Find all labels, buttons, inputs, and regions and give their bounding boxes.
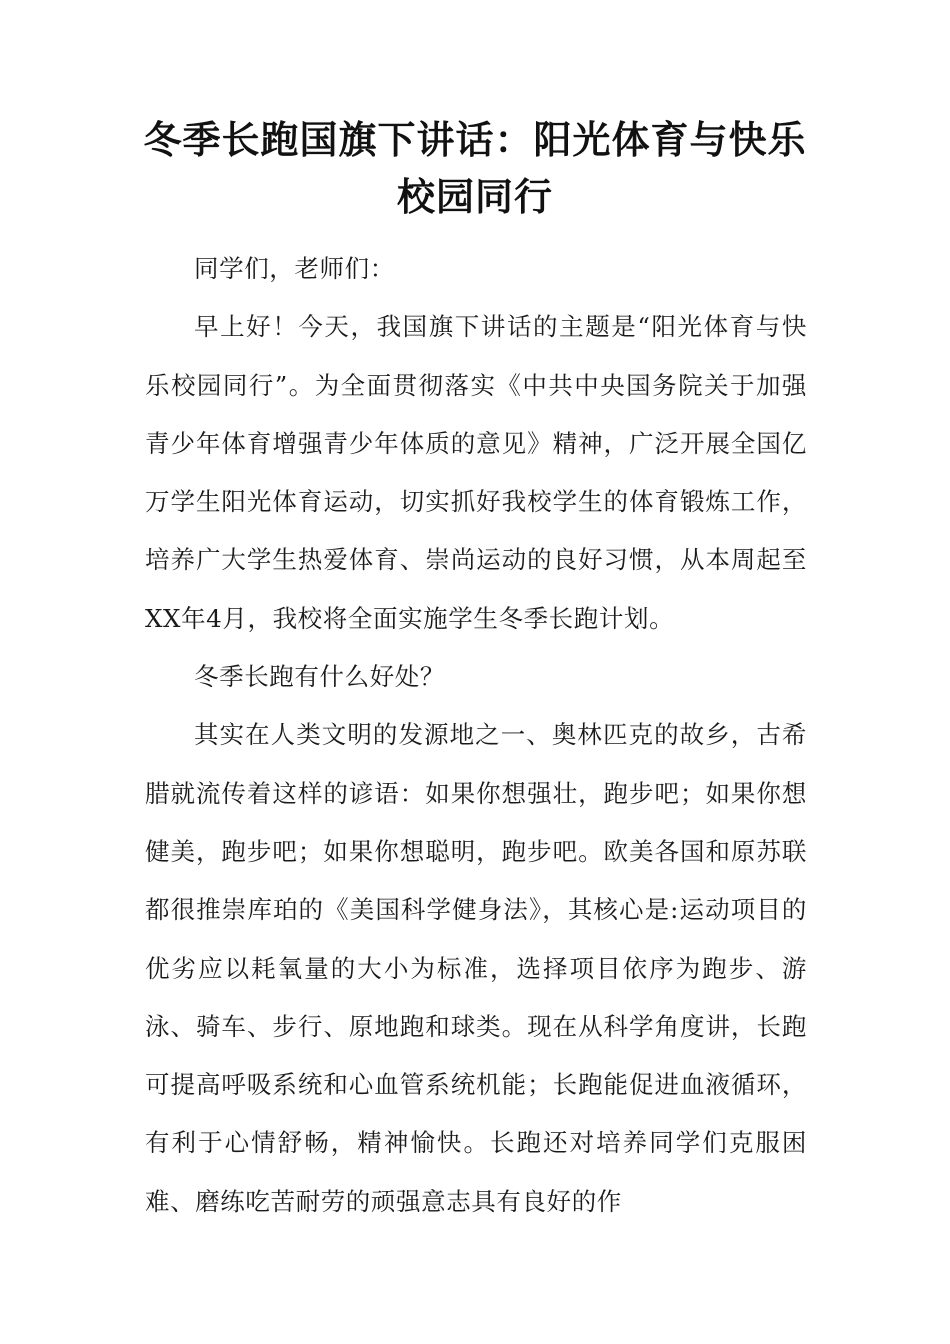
paragraph-question: 冬季长跑有什么好处？ [194,662,445,692]
paragraph-opening: 早上好！今天，我国旗下讲话的主题是“阳光体育与快乐校园同行”。为全面贯彻落实《中共中央国务院关于加强青少年体育增强青少年体质的意见》精神，广泛开展全国亿万学生阳光体育运动，切实抓好我校学生的体育锻炼工作，培养广大学生热爱体育、崇尚运动的良好习惯，从本周起至XX年4月，我校将全面实施学生冬季长跑计划。 [145,312,807,633]
paragraph-benefits: 其实在人类文明的发源地之一、奥林匹克的故乡，古希腊就流传着这样的谚语：如果你想强壮，跑步吧；如果你想健美，跑步吧；如果你想聪明，跑步吧。欧美各国和原苏联都很推崇库珀的《美国科学健身法》，其核心是:运动项目的优劣应以耗氧量的大小为标准，选择项目依序为跑步、游泳、骑车、步行、原地跑和球类。现在从科学角度讲，长跑可提高呼吸系统和心血管系统机能；长跑能促进血液循环，有利于心情舒畅，精神愉快。长跑还对培养同学们克服困难、磨练吃苦耐劳的顽强意志具有良好的作 [145,720,807,1216]
document-body [145,240,807,1231]
paragraph-greeting: 同学们，老师们： [194,254,395,283]
document-title: 冬季长跑国旗下讲话：阳光体育与快乐校园同行 [143,118,807,219]
